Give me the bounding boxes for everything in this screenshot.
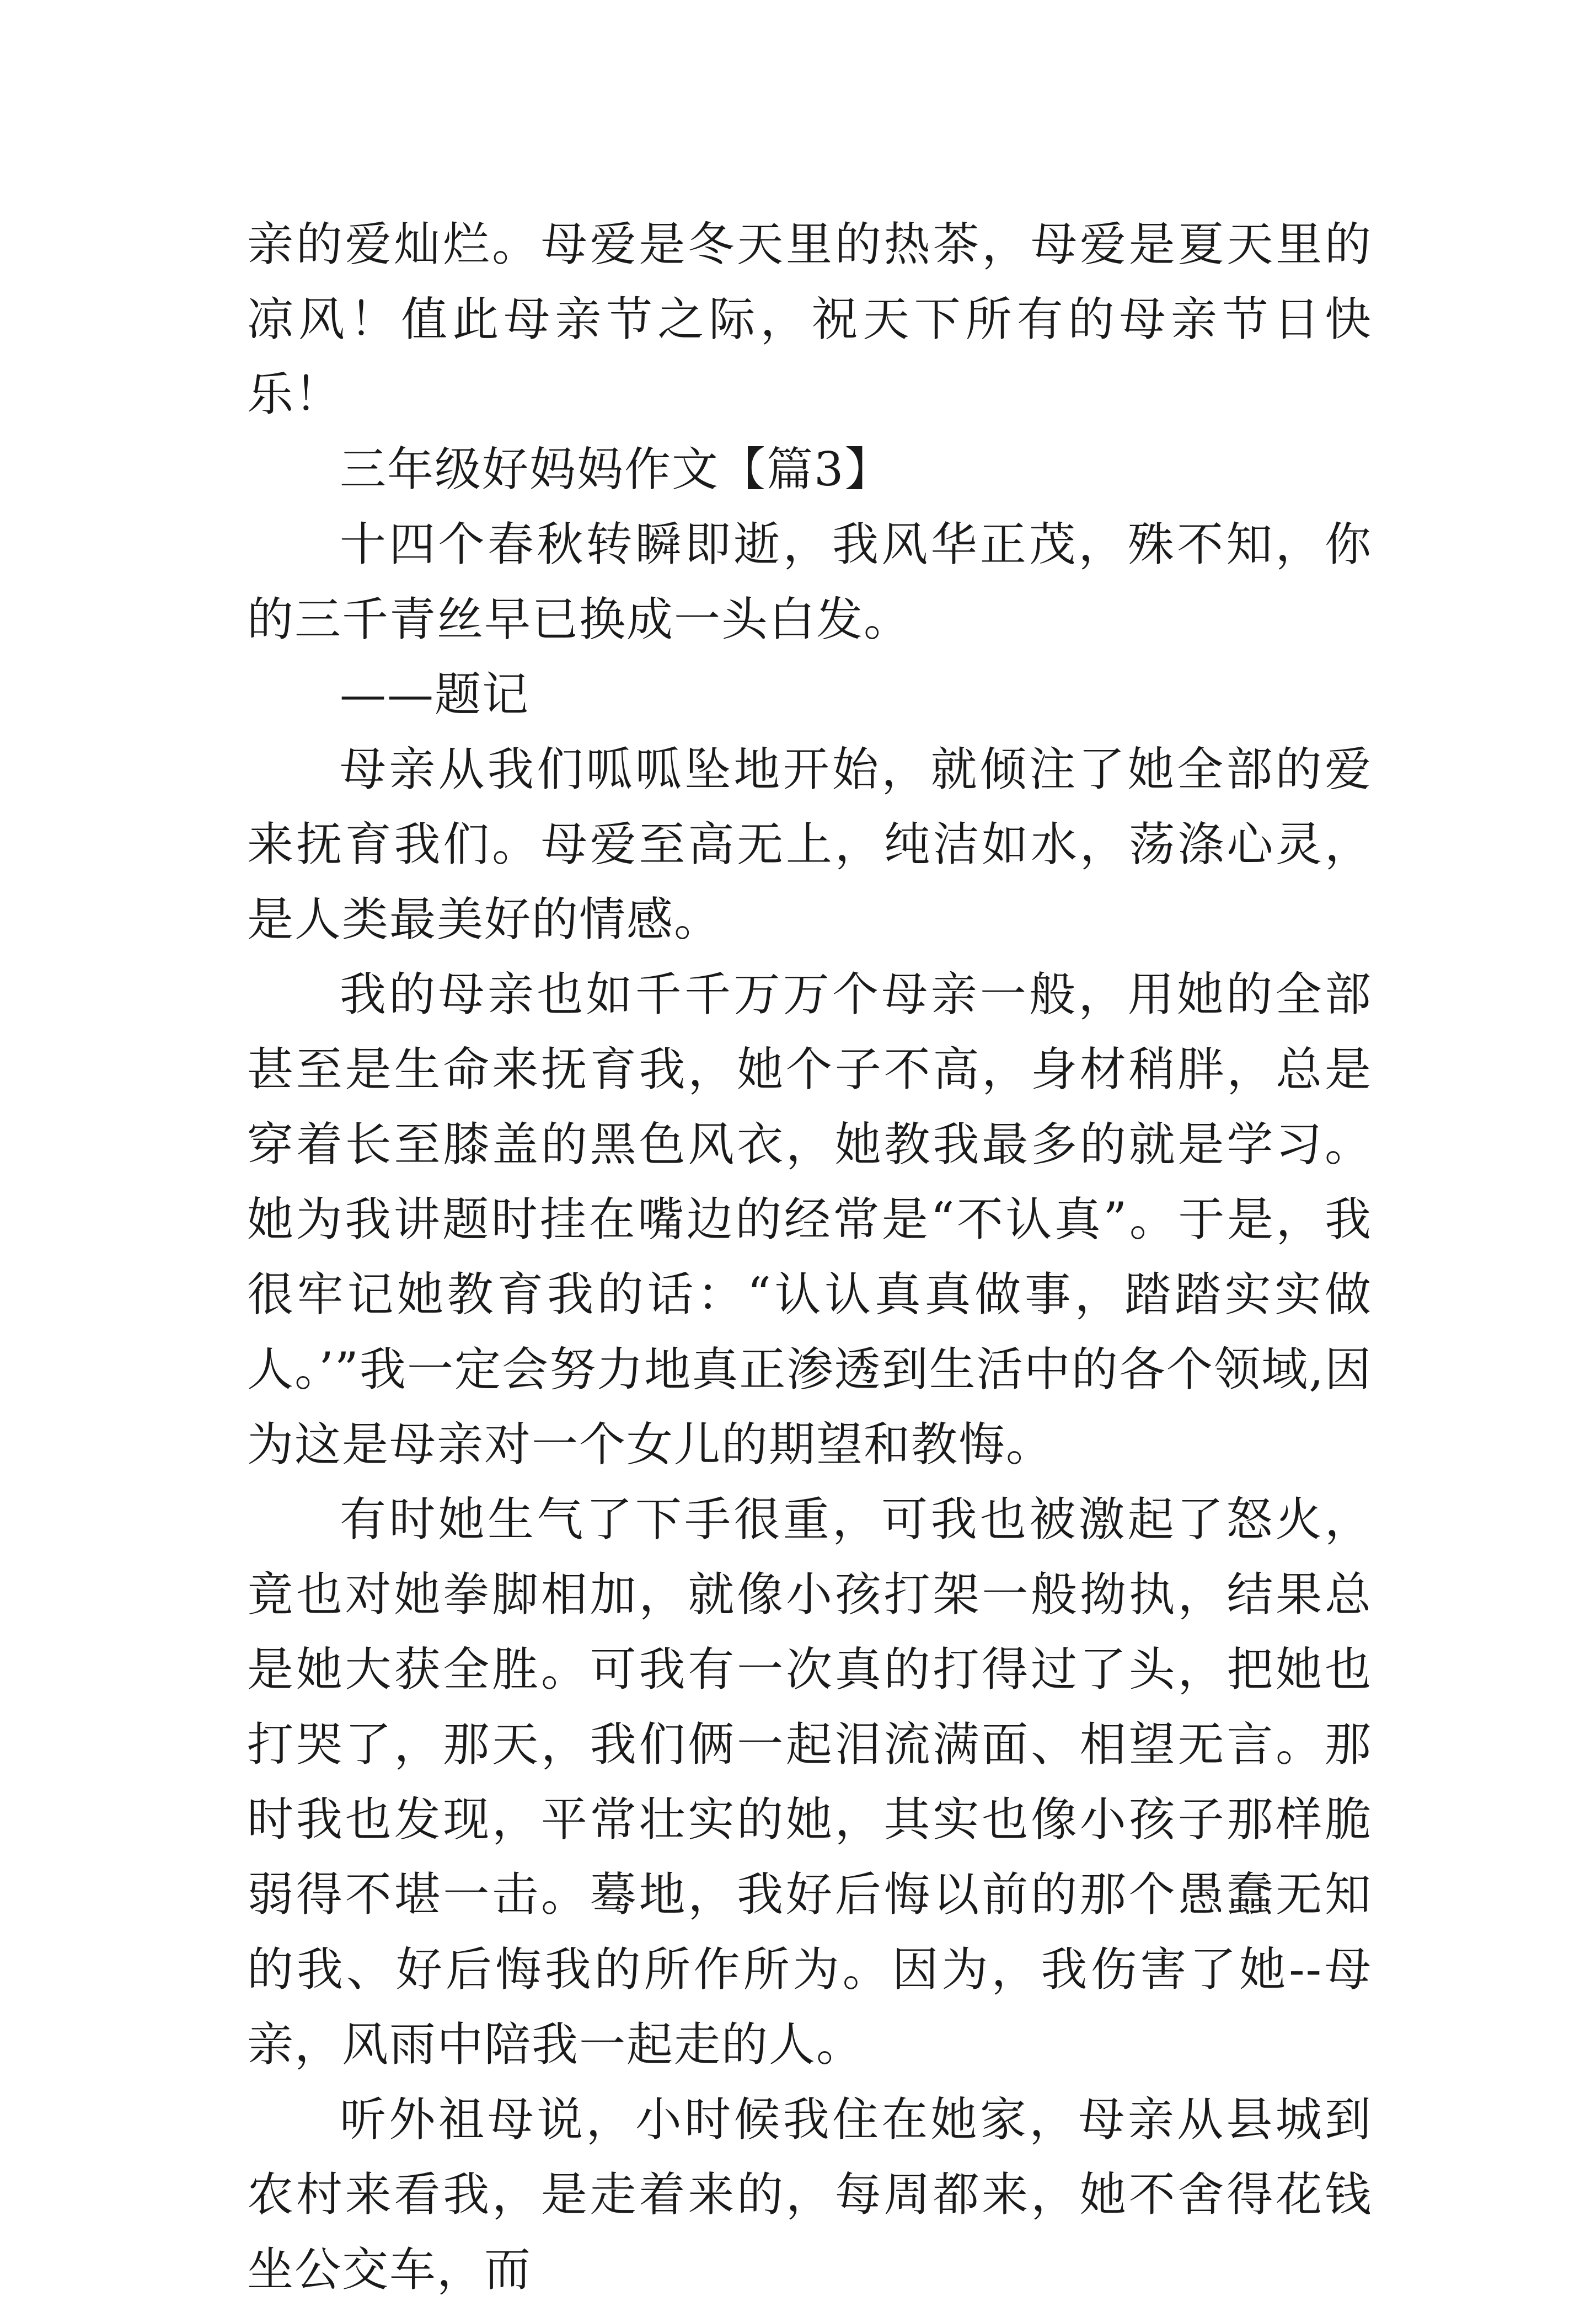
epigraph-attribution: ——题记 xyxy=(340,667,530,721)
paragraph-body: 我的母亲也如千千万万个母亲一般，用她的全部甚至是生命来抚育我，她个子不高，身材稍胖，总是穿着长至膝盖的黑色风衣，她教我最多的就是学习。她为我讲题时挂在嘴边的经常是“不认真”。于是，我很牢记她教育我的话：“认认真真做事，踏踏实实做人。’”我一定会努力地真正渗透到生活中的各个领域,因为这是母亲对一个女儿的期望和教悔。 xyxy=(247,967,1372,1471)
paragraph-epigraph: 十四个春秋转瞬即逝，我风华正茂，殊不知，你的三千青丝早已换成一头白发。 xyxy=(247,517,1372,646)
paragraph-body: 有时她生气了下手很重，可我也被激起了怒火，竟也对她拳脚相加，就像小孩打架一般拗执，结果总是她大获全胜。可我有一次真的打得过了头，把她也打哭了，那天，我们俩一起泪流满面、相望无言。那时我也发现，平常壮实的她，其实也像小孩子那样脆弱得不堪一击。蓦地，我好后悔以前的那个愚蠢无知的我、好后悔我的所作所为。因为，我伤害了她--母亲，风雨中陪我一起走的人。 xyxy=(247,1492,1372,2072)
paragraph-body: 听外祖母说，小时候我住在她家，母亲从县城到农村来看我，是走着来的，每周都来，她不舍得花钱坐公交车，而 xyxy=(247,2092,1372,2297)
document-body xyxy=(247,207,1372,2307)
paragraph-continuation: 亲的爱灿烂。母爱是冬天里的热茶，母爱是夏天里的凉风！值此母亲节之际，祝天下所有的母亲节日快乐！ xyxy=(247,217,1372,421)
paragraph-body: 母亲从我们呱呱坠地开始，就倾注了她全部的爱来抚育我们。母爱至高无上，纯洁如水，荡涤心灵，是人类最美好的情感。 xyxy=(247,742,1372,946)
section-heading: 三年级好妈妈作文【篇3】 xyxy=(340,442,892,496)
